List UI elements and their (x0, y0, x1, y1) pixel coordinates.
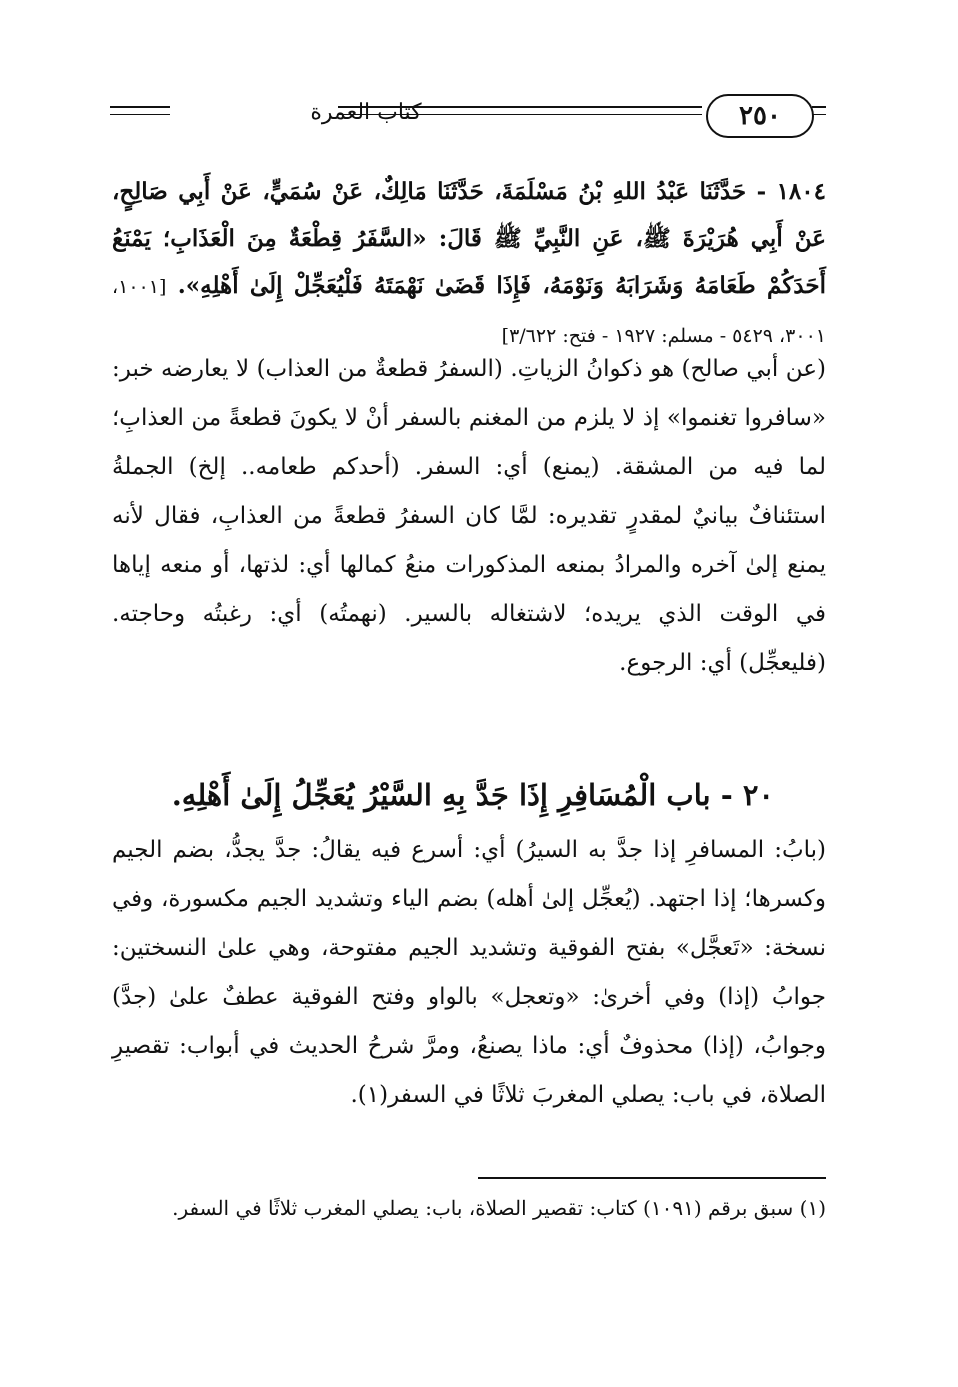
header-rule (338, 106, 702, 108)
hadith-text (112, 168, 826, 360)
page-header (110, 92, 826, 142)
footnote: (١) سبق برقم (١٠٩١) كتاب: تقصير الصلاة، باب: يصلي المغرب ثلاثًا في السفر. (172, 1196, 826, 1220)
header-rule (812, 114, 826, 115)
header-rule (338, 114, 702, 115)
header-rule (812, 106, 826, 108)
chapter-commentary: (بابُ: المسافرِ إذا جدَّ به السيرُ) أي: أسرع فيه يقالُ: جدَّ يجدُّ، بضم الجيم وكسرها؛ إذا اجتهد. (يُعجِّل إلىٰ أهله) بضم الياء وتشديد الجيم مكسورة، وفي نسخة: «تَعجَّل» بفتح الفوقية وتشديد الجيم مفتوحة، وهي علىٰ النسختين: جوابُ (إذا) وفي أخرىٰ: «وتعجل» بالواو وفتح الفوقية عطفٌ علىٰ (جدَّ) وجوابُ، (إذا) محذوفٌ أي: ماذا يصنعُ، ومرَّ شرحُ الحديث في أبواب: تقصيرِ الصلاة، في باب: يصلي المغربَ ثلاثًا في السفر(١). (112, 837, 826, 1108)
chapter-heading: ٢٠ - باب الْمُسَافِرِ إِذَا جَدَّ بِهِ السَّيْرُ يُعَجِّلُ إِلَىٰ أَهْلِهِ. (171, 778, 774, 812)
header-rule (110, 106, 170, 108)
commentary-text: (عن أبي صالح) هو ذكوانُ الزياتِ. (السفرُ قطعةٌ من العذاب) لا يعارضه خبر: «سافروا تغنموا» إذ لا يلزم من المغنم بالسفر أنْ لا يكونَ قطعةً من العذابِ؛ لما فيه من المشقة. (يمنع) أي: السفر. (أحدكم طعامه.. إلخ) الجملةُ استئنافٌ بيانيٌ لمقدرٍ تقديره: لمَّا كان السفرُ قطعةً من العذابِ، فقال لأنه يمنع إلىٰ آخره والمرادُ بمنعه المذكورات منعُ كمالها أي: لذتها، أو منعه إياها في الوقت الذي يريده؛ لاشتغاله بالسير. (نهمتُه) أي: رغبتُه وحاجته. (فليعجِّل) أي: الرجوع. (112, 356, 826, 676)
hadith-body: ١٨٠٤ - حَدَّثَنَا عَبْدُ اللهِ بْنُ مَسْلَمَةَ، حَدَّثَنَا مَالِكٌ، عَنْ سُمَيٍّ، عَنْ أَبِي صَالِحٍ، عَنْ أَبِي هُرَيْرَةَ ﷺ، عَنِ النَّبِيِّ ﷺ قَالَ: «السَّفَرُ قِطْعَةٌ مِنَ الْعَذَابِ؛ يَمْنَعُ أَحَدَكُمْ طَعَامَهُ وَشَرَابَهُ وَنَوْمَهُ، فَإِذَا قَضَىٰ نَهْمَتَهُ فَلْيُعَجِّلْ إِلَىٰ أَهْلِهِ». (112, 178, 826, 299)
footnote-separator (478, 1177, 826, 1179)
hadith-references: [١٠٠١، ٣٠٠١، ٥٤٢٩ - مسلم: ١٩٢٧ - فتح: ٣/٦٢٢] (112, 276, 826, 347)
page-number: ٢٥٠ (706, 94, 814, 138)
header-rule (110, 114, 170, 115)
running-title: كتاب العمرة (310, 100, 422, 125)
